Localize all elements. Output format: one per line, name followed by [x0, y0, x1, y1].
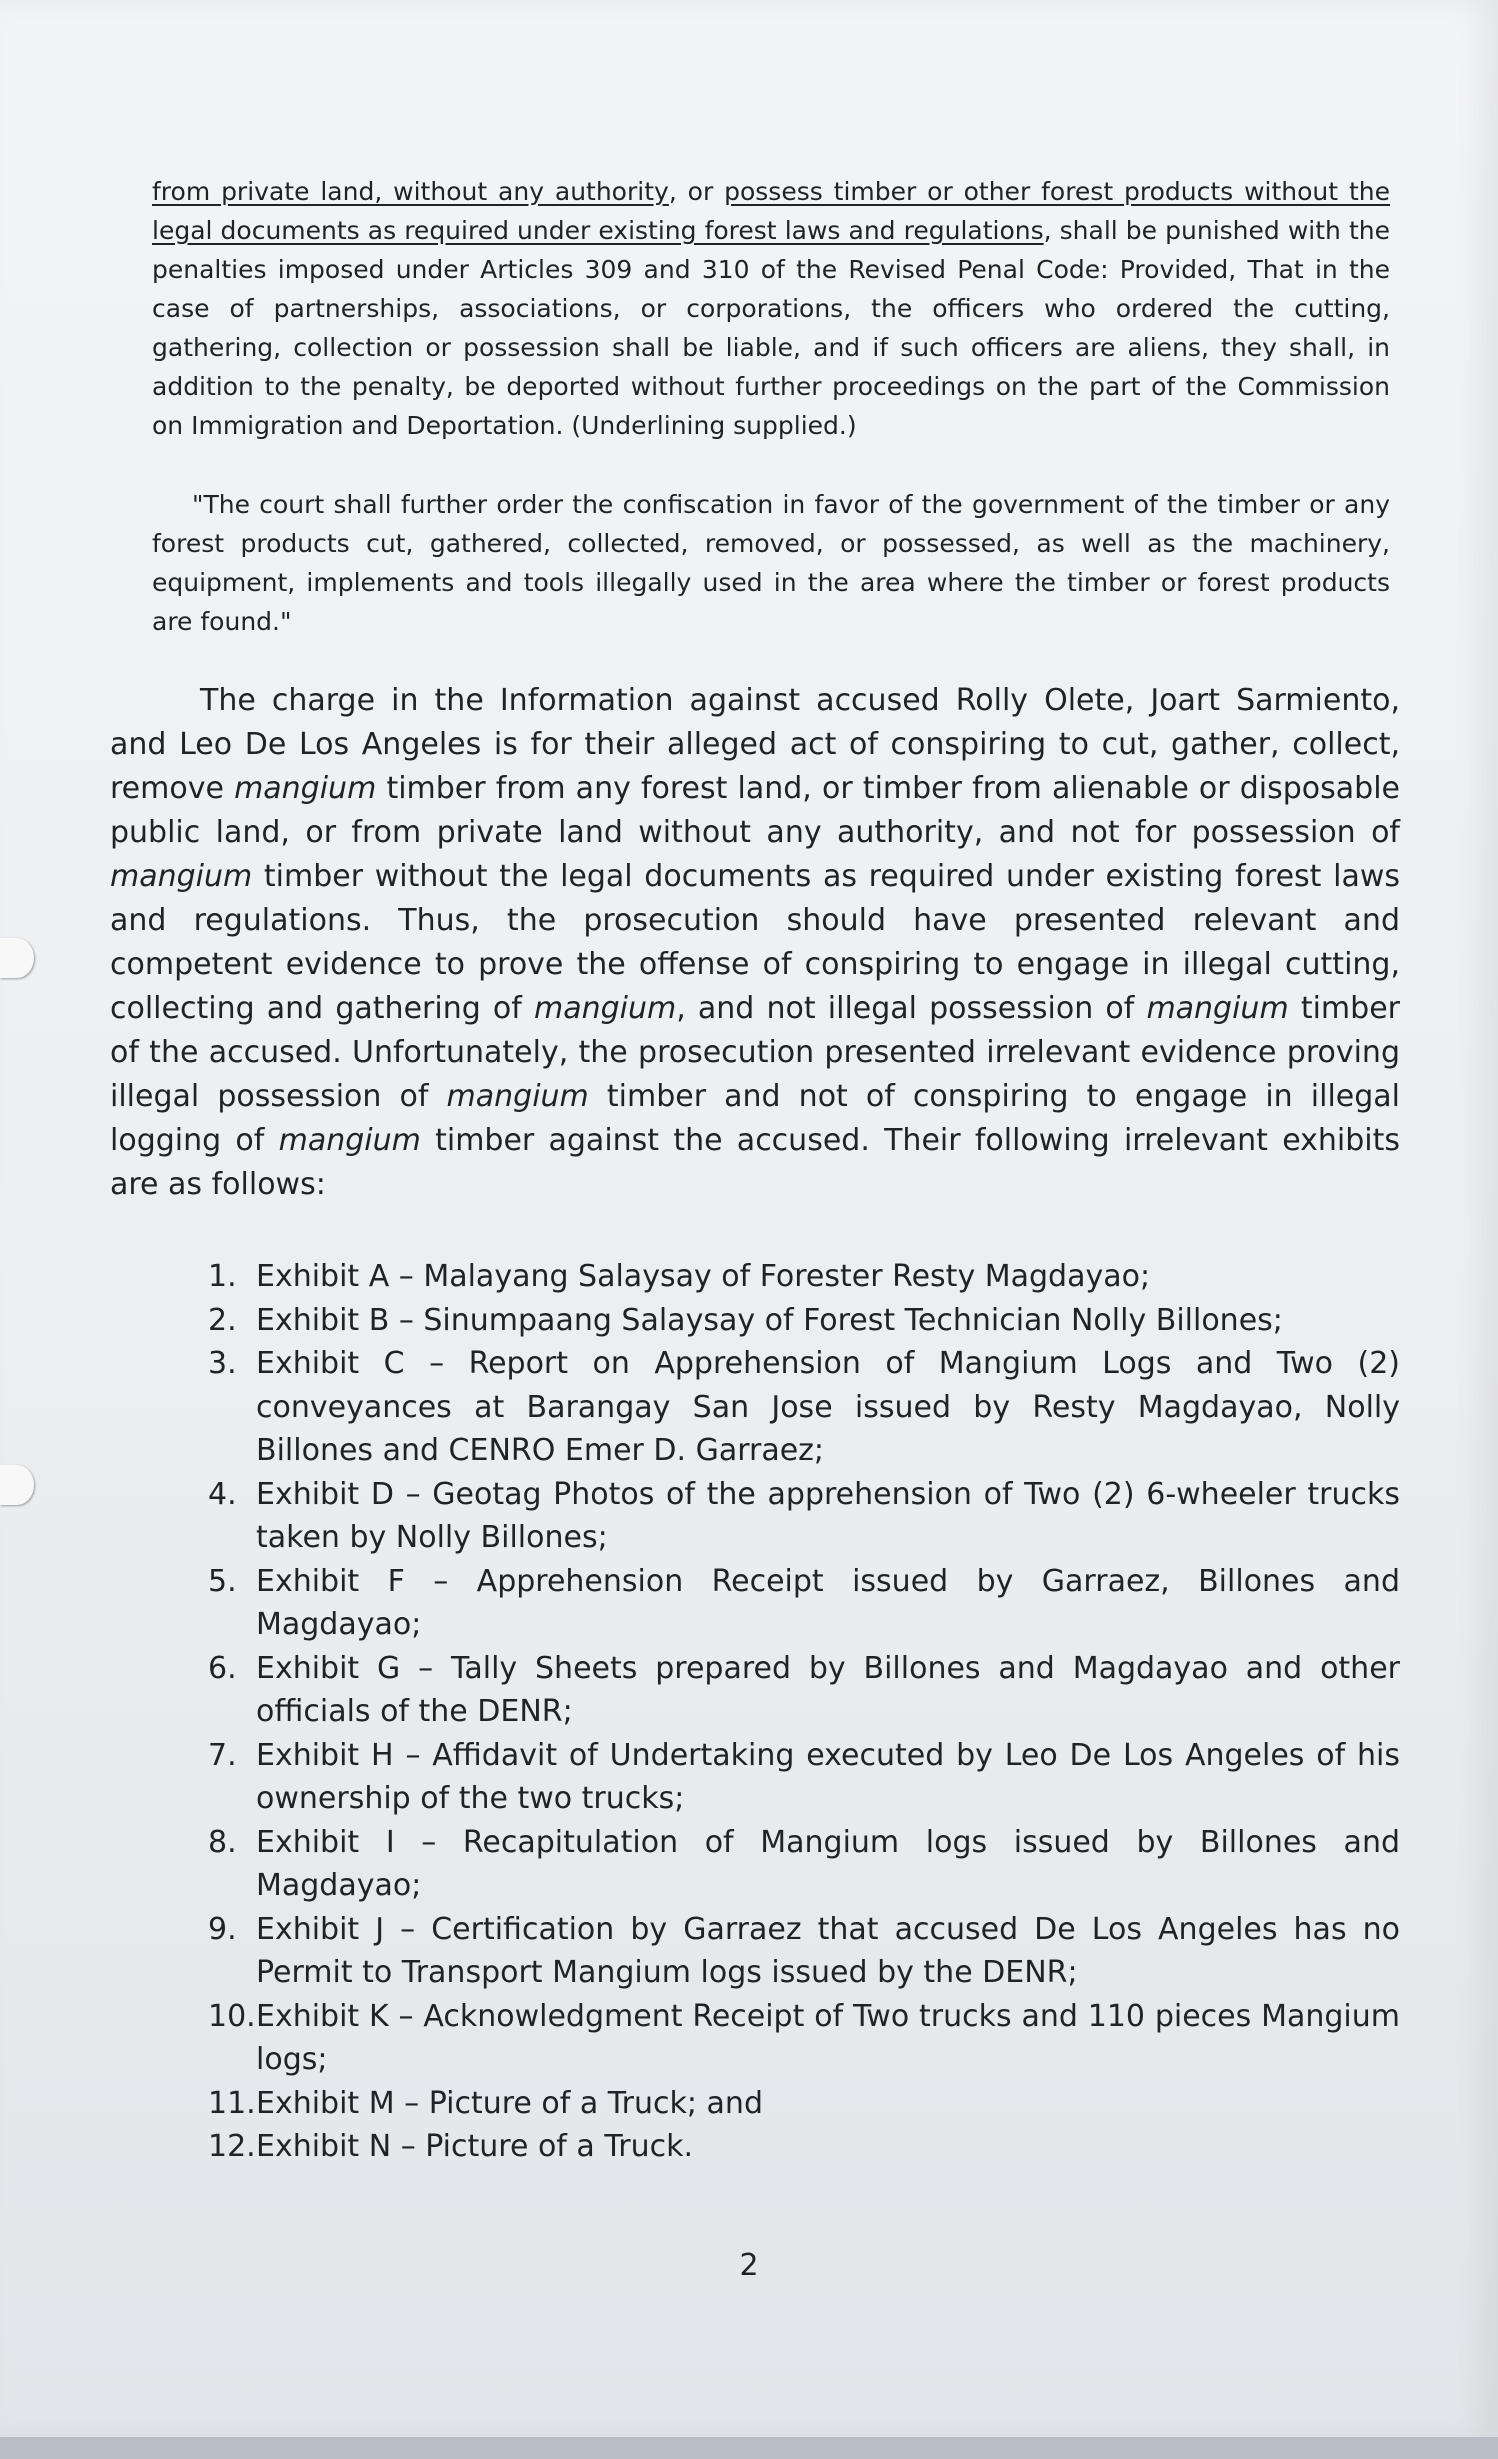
exhibit-list: [208, 1255, 1400, 2169]
main-italic-2: mangium: [110, 859, 253, 894]
exhibit-text: Exhibit G – Tally Sheets prepared by Billones and Magdayao and other officials of the DENR;: [256, 1650, 1400, 1729]
quote-text-1: , or: [668, 177, 725, 206]
exhibit-number: 9.: [208, 1911, 237, 1947]
exhibit-number: 7.: [208, 1737, 237, 1773]
main-text-7: timber against the accused. Their following irrelevant exhibits are as follows:: [110, 1123, 1400, 1202]
underlined-phrase-2: possess timber or other forest products without the legal documents as required under existing forest laws and regulations: [152, 177, 1390, 245]
exhibit-text: Exhibit C – Report on Apprehension of Mangium Logs and Two (2) conveyances at Barangay San Jose issued by Resty Magdayao, Nolly Billones and CENRO Emer D. Garraez;: [256, 1346, 1400, 1468]
exhibit-text: Exhibit H – Affidavit of Undertaking executed by Leo De Los Angeles of his ownership of the two trucks;: [256, 1737, 1400, 1816]
main-argument-paragraph: [110, 679, 1400, 1207]
main-italic-1: mangium: [234, 771, 377, 806]
quoted-law-paragraph: [152, 172, 1390, 445]
main-text-3: timber without the legal documents as required under existing forest laws and regulations. Thus, the prosecution should have presented relevant and competent evidence to prove the offense of conspiring to engage in illegal cutting, collecting and gathering of: [110, 859, 1400, 1026]
exhibit-number: 3.: [208, 1346, 237, 1381]
quote-text-2: , shall be punished with the penalties imposed under Articles 309 and 310 of the Revised Penal Code: Provided, That in the case of partnerships, associations, or corporations, the officers who ordered the cutting, gathering, collection or possession shall be liable, and if such officers are aliens, they shall, in addition to the penalty, be deported without further proceedings on the part of the Commission on Immigration and Deportation. (Underlining supplied.): [152, 216, 1390, 440]
punch-hole-bottom: [0, 1465, 34, 1505]
page-number: 2: [739, 2248, 759, 2283]
exhibit-item: [208, 1255, 1400, 1299]
exhibit-item: [208, 1821, 1400, 1908]
exhibit-item: [208, 1734, 1400, 1821]
exhibit-text: Exhibit I – Recapitulation of Mangium logs issued by Billones and Magdayao;: [256, 1824, 1400, 1903]
quoted-confiscation-paragraph: "The court shall further order the confiscation in favor of the government of the timber or any forest products cut, gathered, collected, removed, or possessed, as well as the machinery, equipment, implements and tools illegally used in the area where the timber or forest products are found.": [152, 490, 1390, 636]
exhibit-number: 1.: [208, 1259, 237, 1294]
exhibit-item: [208, 1647, 1400, 1734]
exhibit-item: [208, 1995, 1400, 2082]
exhibit-text: Exhibit N – Picture of a Truck.: [256, 2129, 693, 2164]
main-italic-3: mangium: [533, 991, 677, 1026]
exhibit-number: 5.: [208, 1563, 237, 1599]
exhibit-text: Exhibit D – Geotag Photos of the apprehension of Two (2) 6-wheeler trucks taken by Nolly Billones;: [256, 1476, 1400, 1555]
exhibit-text: Exhibit M – Picture of a Truck; and: [256, 2085, 763, 2121]
page-below-edge: [0, 2437, 1498, 2459]
main-text-5: timber of the accused. Unfortunately, the prosecution presented irrelevant evidence proving illegal possession of: [110, 991, 1400, 1114]
main-italic-6: mangium: [278, 1123, 421, 1158]
exhibit-text: Exhibit A – Malayang Salaysay of Forester Resty Magdayao;: [256, 1259, 1151, 1294]
main-text-2: timber from any forest land, or timber from alienable or disposable public land, or from private land without any authority, and not for possession of: [110, 771, 1400, 850]
exhibit-number: 10.: [208, 1998, 256, 2034]
exhibit-text: Exhibit K – Acknowledgment Receipt of Two trucks and 110 pieces Mangium logs;: [256, 1998, 1400, 2077]
exhibit-item: [208, 1473, 1400, 1560]
exhibit-text: Exhibit J – Certification by Garraez that accused De Los Angeles has no Permit to Transport Mangium logs issued by the DENR;: [256, 1911, 1400, 1990]
main-italic-4: mangium: [1146, 991, 1289, 1026]
exhibit-number: 4.: [208, 1476, 237, 1512]
underlined-phrase-1: from private land, without any authority: [152, 177, 669, 206]
main-text-1: The charge in the Information against accused Rolly Olete, Joart Sarmiento, and Leo De Los Angeles is for their alleged act of conspiring to cut, gather, collect, remove: [110, 683, 1400, 806]
exhibit-item: [208, 1560, 1400, 1647]
exhibit-number: 11.: [208, 2085, 256, 2121]
main-text-6: timber and not of conspiring to engage in illegal logging of: [110, 1079, 1401, 1158]
exhibit-number: 6.: [208, 1650, 237, 1686]
main-text-4: , and not illegal possession of: [676, 991, 1147, 1026]
exhibit-text: Exhibit B – Sinumpaang Salaysay of Forest Technician Nolly Billones;: [256, 1302, 1283, 1338]
exhibit-item: [208, 2125, 1400, 2169]
exhibit-item: [208, 1342, 1400, 1473]
exhibit-item: [208, 1908, 1400, 1995]
exhibit-item: [208, 1299, 1400, 1343]
exhibit-text: Exhibit F – Apprehension Receipt issued by Garraez, Billones and Magdayao;: [256, 1563, 1400, 1642]
main-italic-5: mangium: [446, 1079, 589, 1114]
exhibit-number: 2.: [208, 1302, 237, 1338]
punch-hole-top: [0, 938, 34, 978]
page-content: [110, 172, 1400, 2169]
exhibit-number: 12.: [208, 2129, 256, 2164]
exhibit-number: 8.: [208, 1824, 237, 1860]
exhibit-item: [208, 2082, 1400, 2126]
